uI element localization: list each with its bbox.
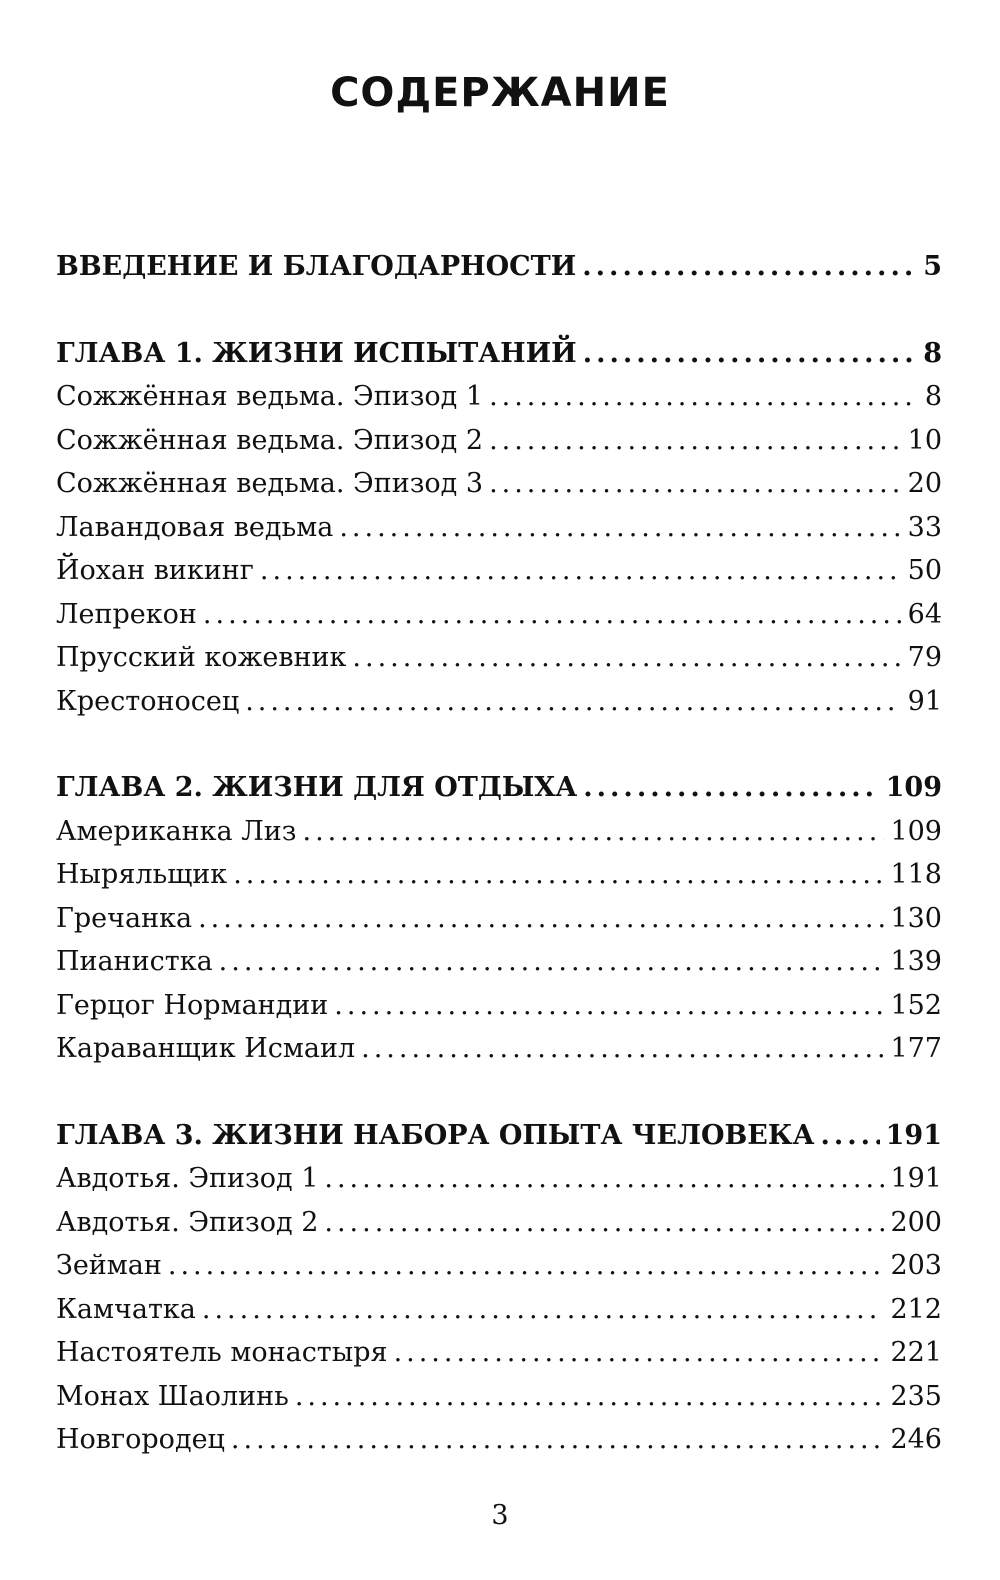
dot-leader — [202, 1288, 885, 1332]
dot-leader — [583, 332, 918, 376]
section-gap — [56, 723, 942, 766]
toc-entry-label: Зейман — [56, 1250, 162, 1281]
toc-entry-label: Сожжённая ведьма. Эпизод 3 — [56, 468, 484, 499]
toc-chapter-label: ГЛАВА 1. ЖИЗНИ ИСПЫТАНИЙ — [56, 337, 577, 369]
toc-entry-row — [56, 897, 942, 941]
dot-leader — [203, 593, 902, 637]
toc-entry-label: Лепрекон — [56, 598, 197, 630]
dot-leader — [302, 810, 884, 854]
toc-page-number: 139 — [890, 946, 942, 977]
dot-leader — [295, 1375, 885, 1419]
toc-page-number: 130 — [890, 902, 942, 934]
toc-page-number: 20 — [907, 468, 942, 499]
dot-leader — [233, 853, 884, 897]
toc-entry-label: Йохан викинг — [56, 555, 254, 586]
toc-intro-row — [56, 245, 942, 289]
dot-leader — [324, 1201, 884, 1245]
chapters-list — [56, 332, 942, 1462]
toc-entry-label: Прусский кожевник — [56, 642, 347, 673]
dot-leader — [260, 549, 902, 593]
toc-entry-label: Камчатка — [56, 1293, 196, 1325]
table-of-contents — [56, 245, 942, 1462]
toc-entry-row — [56, 1201, 942, 1245]
toc-page-number: 8 — [923, 337, 942, 369]
toc-chapter-row — [56, 766, 942, 810]
toc-page-number: 50 — [907, 555, 942, 586]
toc-entry-row — [56, 810, 942, 854]
dot-leader — [394, 1331, 885, 1375]
toc-page-number: 10 — [907, 424, 942, 456]
dot-leader — [352, 636, 901, 680]
toc-entry-label: Пианистка — [56, 946, 213, 977]
toc-entry-label: Герцог Нормандии — [56, 989, 329, 1021]
dot-leader — [334, 984, 884, 1028]
toc-entry-row — [56, 1418, 942, 1462]
dot-leader — [339, 506, 901, 550]
toc-page-number: 200 — [890, 1206, 942, 1238]
toc-page-number: 221 — [890, 1337, 942, 1368]
toc-entry-row — [56, 549, 942, 593]
toc-page-number: 109 — [890, 815, 942, 847]
toc-entry-row — [56, 636, 942, 680]
toc-page-number: 235 — [890, 1380, 942, 1412]
toc-entry-label: Гречанка — [56, 902, 193, 934]
toc-entry-label: Американка Лиз — [56, 815, 297, 847]
toc-entry-label: Сожжённая ведьма. Эпизод 2 — [56, 424, 484, 456]
toc-page-number: 191 — [885, 1119, 942, 1151]
section-gap — [56, 289, 942, 332]
dot-leader — [361, 1027, 884, 1071]
toc-page-number: 91 — [907, 685, 942, 717]
toc-entry-row — [56, 680, 942, 724]
toc-page-number: 33 — [907, 511, 942, 543]
toc-chapter-row — [56, 332, 942, 376]
dot-leader — [231, 1418, 885, 1462]
toc-page-number: 118 — [890, 859, 942, 890]
toc-page-number: 79 — [907, 642, 942, 673]
toc-entry-row — [56, 853, 942, 897]
toc-entry-label: Настоятель монастыря — [56, 1337, 388, 1368]
toc-entry-label: Монах Шаолинь — [56, 1380, 289, 1412]
toc-page-number: 8 — [924, 381, 942, 412]
toc-chapter-label: ГЛАВА 3. ЖИЗНИ НАБОРА ОПЫТА ЧЕЛОВЕКА — [56, 1119, 815, 1151]
toc-entry-row — [56, 1288, 942, 1332]
dot-leader — [198, 897, 884, 941]
toc-page-number: 177 — [890, 1033, 942, 1064]
toc-page-number: 152 — [890, 989, 942, 1021]
toc-entry-label: Ныряльщик — [56, 859, 228, 890]
dot-leader — [489, 375, 919, 419]
dot-leader — [245, 680, 901, 724]
page-title: СОДЕРЖАНИЕ — [330, 70, 670, 116]
page-folio: 3 — [491, 1500, 509, 1531]
toc-chapter-row — [56, 1114, 942, 1158]
toc-entry-row — [56, 940, 942, 984]
toc-entry-row — [56, 1375, 942, 1419]
toc-page-number: 5 — [923, 251, 942, 282]
toc-entry-row — [56, 593, 942, 637]
dot-leader — [582, 245, 917, 289]
toc-page-number: 109 — [885, 772, 942, 803]
toc-page-number: 212 — [890, 1293, 942, 1325]
toc-entry-row — [56, 984, 942, 1028]
toc-page-number: 191 — [890, 1163, 942, 1194]
toc-entry-label: Лавандовая ведьма — [56, 511, 334, 543]
toc-entry-row — [56, 1027, 942, 1071]
toc-entry-label: Крестоносец — [56, 685, 240, 717]
toc-page-number: 203 — [890, 1250, 942, 1281]
dot-leader — [324, 1157, 884, 1201]
dot-leader — [583, 766, 879, 810]
dot-leader — [820, 1114, 879, 1158]
toc-page-number: 64 — [907, 598, 942, 630]
toc-entry-row — [56, 462, 942, 506]
toc-entry-row — [56, 506, 942, 550]
dot-leader — [219, 940, 885, 984]
toc-entry-label: Авдотья. Эпизод 1 — [56, 1163, 319, 1194]
toc-entry-row — [56, 1331, 942, 1375]
toc-entry-label: Авдотья. Эпизод 2 — [56, 1206, 319, 1238]
toc-entry-row — [56, 1244, 942, 1288]
toc-entry-label: Сожжённая ведьма. Эпизод 1 — [56, 381, 484, 412]
toc-chapter-label: ГЛАВА 2. ЖИЗНИ ДЛЯ ОТДЫХА — [56, 772, 578, 803]
section-gap — [56, 1071, 942, 1114]
toc-entry-row — [56, 1157, 942, 1201]
toc-page-number: 246 — [890, 1424, 942, 1455]
toc-entry-row — [56, 375, 942, 419]
toc-heading-label: ВВЕДЕНИЕ И БЛАГОДАРНОСТИ — [56, 251, 577, 282]
dot-leader — [168, 1244, 885, 1288]
toc-entry-label: Новгородец — [56, 1424, 225, 1455]
toc-entry-row — [56, 419, 942, 463]
toc-entry-label: Караванщик Исмаил — [56, 1033, 356, 1064]
dot-leader — [489, 462, 902, 506]
dot-leader — [489, 419, 902, 463]
